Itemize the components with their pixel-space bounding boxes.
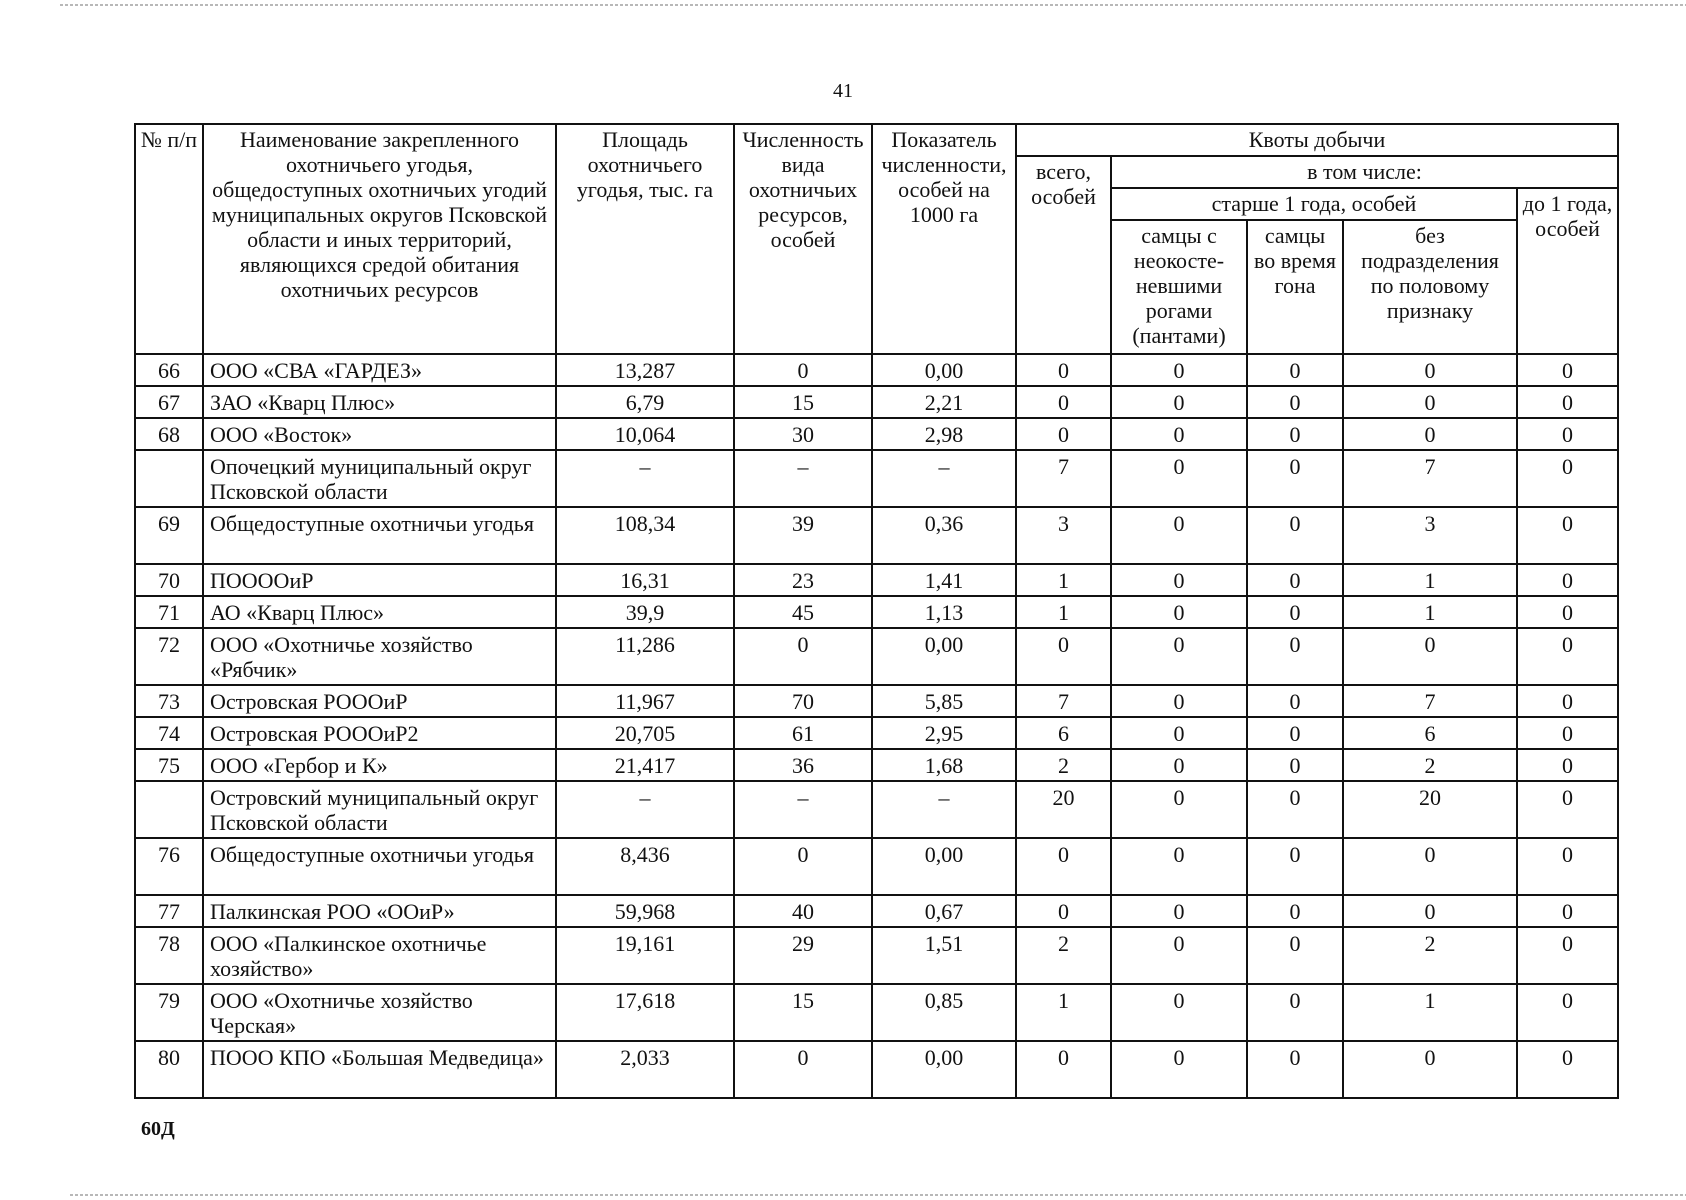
cell-population: 15 [734,386,872,418]
cell-area: 21,417 [556,749,734,781]
cell-under1: 0 [1517,354,1618,386]
cell-total: 0 [1016,838,1111,895]
cell-density: 0,00 [872,1041,1016,1098]
cell-population: 0 [734,628,872,685]
table-row [135,1041,1618,1098]
cell-under1: 0 [1517,717,1618,749]
cell-males-antlers: 0 [1111,895,1247,927]
cell-num: 74 [135,717,203,749]
cell-no-sex: 1 [1343,564,1517,596]
cell-num [135,450,203,507]
cell-population: 29 [734,927,872,984]
header-population: Численность вида охотничьих ресурсов, особей [734,124,872,354]
cell-no-sex: 2 [1343,749,1517,781]
cell-under1: 0 [1517,927,1618,984]
cell-num: 69 [135,507,203,564]
cell-males-antlers: 0 [1111,838,1247,895]
cell-density: 2,95 [872,717,1016,749]
cell-total: 3 [1016,507,1111,564]
cell-under1: 0 [1517,596,1618,628]
cell-total: 20 [1016,781,1111,838]
cell-males-antlers: 0 [1111,564,1247,596]
cell-no-sex: 7 [1343,685,1517,717]
table-row [135,685,1618,717]
cell-total: 0 [1016,1041,1111,1098]
cell-density: 0,67 [872,895,1016,927]
cell-area: 10,064 [556,418,734,450]
cell-males-antlers: 0 [1111,450,1247,507]
cell-name: ООО «Охотничье хозяйство Черская» [203,984,556,1041]
cell-population: 30 [734,418,872,450]
cell-under1: 0 [1517,984,1618,1041]
cell-name: Общедоступные охотничьи угодья [203,507,556,564]
cell-num: 80 [135,1041,203,1098]
cell-males-rut: 0 [1247,781,1343,838]
cell-total: 1 [1016,596,1111,628]
table-row [135,838,1618,895]
cell-total: 2 [1016,749,1111,781]
cell-name: Островская РОООиР2 [203,717,556,749]
cell-males-rut: 0 [1247,749,1343,781]
cell-population: 0 [734,354,872,386]
table-row-district [135,450,1618,507]
cell-name: ООО «СВА «ГАРДЕЗ» [203,354,556,386]
cell-density: 2,98 [872,418,1016,450]
cell-density: 0,00 [872,838,1016,895]
cell-area: 17,618 [556,984,734,1041]
cell-area: 16,31 [556,564,734,596]
cell-name: Палкинская РОО «ООиР» [203,895,556,927]
cell-population: 40 [734,895,872,927]
table-row [135,717,1618,749]
cell-males-antlers: 0 [1111,507,1247,564]
cell-density: – [872,781,1016,838]
cell-males-rut: 0 [1247,685,1343,717]
cell-males-antlers: 0 [1111,354,1247,386]
cell-name: ООО «Охотничье хозяйство «Рябчик» [203,628,556,685]
cell-total: 0 [1016,628,1111,685]
cell-name: ООО «Восток» [203,418,556,450]
header-no-sex: без подразделения по половому признаку [1343,220,1517,354]
table-row [135,596,1618,628]
cell-name: Островская РОООиР [203,685,556,717]
table-body [135,354,1618,1098]
cell-density: – [872,450,1016,507]
cell-num [135,781,203,838]
scan-edge-bottom [70,1194,1686,1196]
cell-males-rut: 0 [1247,564,1343,596]
cell-total: 0 [1016,418,1111,450]
cell-name: АО «Кварц Плюс» [203,596,556,628]
cell-under1: 0 [1517,895,1618,927]
cell-under1: 0 [1517,838,1618,895]
header-num: № п/п [135,124,203,354]
cell-name: ЗАО «Кварц Плюс» [203,386,556,418]
cell-area: 19,161 [556,927,734,984]
cell-num: 77 [135,895,203,927]
cell-males-rut: 0 [1247,628,1343,685]
cell-total: 0 [1016,354,1111,386]
cell-no-sex: 0 [1343,1041,1517,1098]
footer-code: 60Д [141,1118,175,1140]
cell-area: – [556,781,734,838]
cell-under1: 0 [1517,450,1618,507]
cell-no-sex: 1 [1343,596,1517,628]
cell-population: 15 [734,984,872,1041]
cell-num: 66 [135,354,203,386]
cell-area: 13,287 [556,354,734,386]
cell-density: 0,36 [872,507,1016,564]
cell-num: 75 [135,749,203,781]
cell-males-rut: 0 [1247,1041,1343,1098]
table-row [135,984,1618,1041]
cell-males-antlers: 0 [1111,386,1247,418]
cell-area: 11,967 [556,685,734,717]
cell-population: 0 [734,1041,872,1098]
cell-males-antlers: 0 [1111,927,1247,984]
cell-no-sex: 0 [1343,838,1517,895]
cell-density: 1,51 [872,927,1016,984]
page-number: 41 [833,80,853,102]
table-row [135,564,1618,596]
cell-males-antlers: 0 [1111,596,1247,628]
cell-no-sex: 7 [1343,450,1517,507]
table-row [135,418,1618,450]
cell-num: 76 [135,838,203,895]
cell-males-rut: 0 [1247,354,1343,386]
cell-males-rut: 0 [1247,596,1343,628]
cell-under1: 0 [1517,628,1618,685]
cell-total: 0 [1016,386,1111,418]
cell-num: 78 [135,927,203,984]
cell-population: 36 [734,749,872,781]
table-row [135,628,1618,685]
cell-area: – [556,450,734,507]
cell-no-sex: 0 [1343,895,1517,927]
cell-num: 67 [135,386,203,418]
cell-under1: 0 [1517,1041,1618,1098]
cell-density: 1,13 [872,596,1016,628]
cell-under1: 0 [1517,386,1618,418]
cell-males-rut: 0 [1247,895,1343,927]
header-males-antlers: самцы с неокосте-невшими рогами (пантами) [1111,220,1247,354]
cell-population: 0 [734,838,872,895]
cell-name: ООО «Палкинское охотничье хозяйство» [203,927,556,984]
cell-males-antlers: 0 [1111,781,1247,838]
cell-males-antlers: 0 [1111,717,1247,749]
cell-num: 79 [135,984,203,1041]
cell-total: 1 [1016,984,1111,1041]
cell-males-rut: 0 [1247,450,1343,507]
cell-population: 70 [734,685,872,717]
cell-no-sex: 0 [1343,386,1517,418]
cell-area: 39,9 [556,596,734,628]
cell-num: 71 [135,596,203,628]
header-name: Наименование закрепленного охотничьего угодья, общедоступных охотничьих угодий муниципальных округов Псковской области и иных территорий, являющихся средой обитания охотничьих ресурсов [203,124,556,354]
header-older: старше 1 года, особей [1111,188,1517,220]
cell-population: 39 [734,507,872,564]
cell-density: 0,00 [872,628,1016,685]
cell-num: 72 [135,628,203,685]
header-including: в том числе: [1111,156,1618,188]
cell-males-rut: 0 [1247,418,1343,450]
table-header [135,124,1618,354]
cell-males-rut: 0 [1247,507,1343,564]
cell-no-sex: 2 [1343,927,1517,984]
cell-males-antlers: 0 [1111,628,1247,685]
cell-males-antlers: 0 [1111,1041,1247,1098]
cell-area: 108,34 [556,507,734,564]
cell-area: 11,286 [556,628,734,685]
table-row [135,749,1618,781]
cell-males-antlers: 0 [1111,685,1247,717]
cell-no-sex: 0 [1343,628,1517,685]
cell-area: 2,033 [556,1041,734,1098]
cell-population: 45 [734,596,872,628]
cell-name: Островский муниципальный округ Псковской области [203,781,556,838]
cell-no-sex: 3 [1343,507,1517,564]
cell-population: 61 [734,717,872,749]
cell-no-sex: 0 [1343,354,1517,386]
cell-name: Опочецкий муниципальный округ Псковской области [203,450,556,507]
cell-no-sex: 6 [1343,717,1517,749]
cell-population: 23 [734,564,872,596]
cell-males-antlers: 0 [1111,418,1247,450]
cell-total: 2 [1016,927,1111,984]
cell-density: 1,68 [872,749,1016,781]
cell-area: 59,968 [556,895,734,927]
cell-males-rut: 0 [1247,386,1343,418]
cell-population: – [734,781,872,838]
cell-total: 1 [1016,564,1111,596]
cell-name: ПООО КПО «Большая Медведица» [203,1041,556,1098]
header-density: Показатель численности, особей на 1000 га [872,124,1016,354]
cell-total: 7 [1016,450,1111,507]
table-row [135,895,1618,927]
cell-under1: 0 [1517,564,1618,596]
table-row [135,927,1618,984]
cell-density: 5,85 [872,685,1016,717]
header-males-rut: самцы во время гона [1247,220,1343,354]
cell-density: 2,21 [872,386,1016,418]
cell-name: Общедоступные охотничьи угодья [203,838,556,895]
cell-total: 0 [1016,895,1111,927]
cell-no-sex: 1 [1343,984,1517,1041]
cell-no-sex: 20 [1343,781,1517,838]
cell-under1: 0 [1517,685,1618,717]
header-quotas: Квоты добычи [1016,124,1618,156]
cell-males-rut: 0 [1247,984,1343,1041]
cell-population: – [734,450,872,507]
cell-males-antlers: 0 [1111,984,1247,1041]
quota-table [134,123,1619,1099]
cell-under1: 0 [1517,507,1618,564]
scan-edge-top [60,4,1686,6]
cell-area: 20,705 [556,717,734,749]
cell-density: 0,85 [872,984,1016,1041]
cell-total: 7 [1016,685,1111,717]
cell-density: 1,41 [872,564,1016,596]
header-area: Площадь охотничьего угодья, тыс. га [556,124,734,354]
cell-num: 70 [135,564,203,596]
cell-under1: 0 [1517,781,1618,838]
table-row [135,354,1618,386]
cell-area: 8,436 [556,838,734,895]
table-row [135,386,1618,418]
cell-name: ПООООиР [203,564,556,596]
cell-density: 0,00 [872,354,1016,386]
cell-males-rut: 0 [1247,717,1343,749]
cell-name: ООО «Гербор и К» [203,749,556,781]
cell-num: 68 [135,418,203,450]
cell-num: 73 [135,685,203,717]
header-under1: до 1 года, особей [1517,188,1618,354]
cell-under1: 0 [1517,418,1618,450]
cell-males-rut: 0 [1247,838,1343,895]
header-total: всего, особей [1016,156,1111,354]
cell-no-sex: 0 [1343,418,1517,450]
cell-total: 6 [1016,717,1111,749]
cell-males-antlers: 0 [1111,749,1247,781]
cell-under1: 0 [1517,749,1618,781]
table-row [135,507,1618,564]
cell-males-rut: 0 [1247,927,1343,984]
cell-area: 6,79 [556,386,734,418]
table-row-district [135,781,1618,838]
